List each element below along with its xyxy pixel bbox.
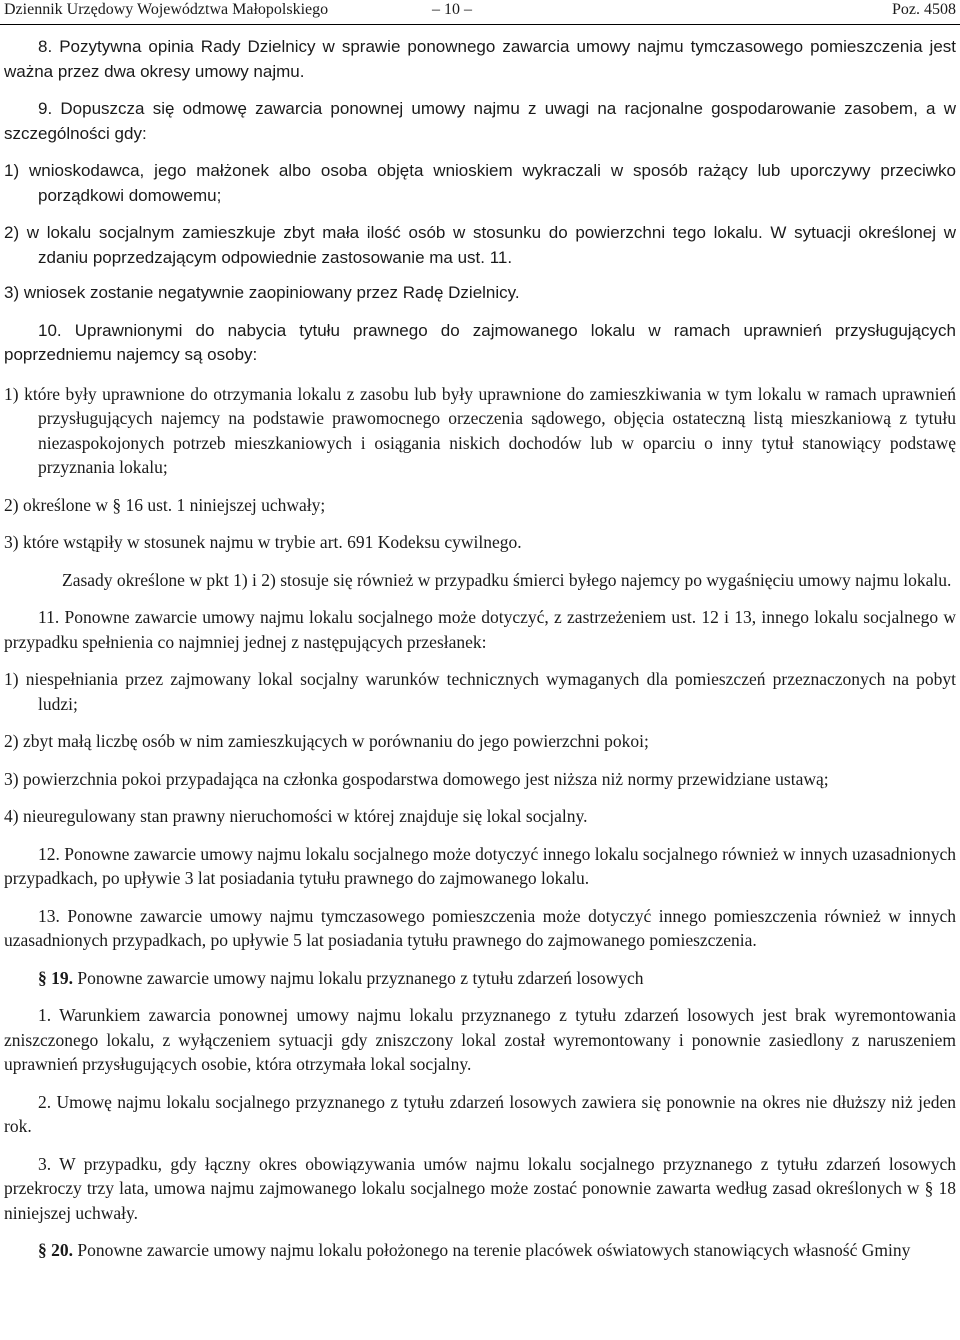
paragraph-9: 9. Dopuszcza się odmowę zawarcia ponownej umowy najmu z uwagi na racjonalne gospodarowanie zasobem, a w szczególności gdy: [4, 99, 956, 143]
journal-title: Dziennik Urzędowy Województwa Małopolskiego [4, 1, 329, 18]
paragraph-9-item-2: 2) w lokalu socjalnym zamieszkuje zbyt mała ilość osób w stosunku do powierzchni tego lokalu. W sytuacji określonej w zdaniu poprzedzającym odpowiednie zastosowanie ma ust. 11. [4, 223, 956, 267]
paragraph-10-item-1: 1) które były uprawnione do otrzymania lokalu z zasobu lub były uprawnione do zamieszkiwania w tym lokalu w ramach uprawnień przysługujących najemcy na podstawie prawomocnego orzeczenia sądowego, objęcia ostateczną listą mieszkaniową z tytułu niezaspokojonych potrzeb mieszkaniowych i osiągania niskich dochodów lub w oparciu o inny tytuł stanowiący podstawę przyznania lokalu; [4, 383, 956, 477]
section-19-paragraph-1: 1. Warunkiem zawarcia ponownej umowy najmu lokalu przyznanego z tytułu zdarzeń losowych jest brak wyremontowania zniszczonego lokalu, z wyłączeniem sytuacji gdy zniszczony lokal został wyremontowany i ponownie zasiedlony z naruszeniem uprawnień przysługujących osobie, która otrzymała lokal socjalny. [4, 1005, 956, 1074]
paragraph-10-item-3: 3) które wstąpiły w stosunek najmu w trybie art. 691 Kodeksu cywilnego. [4, 532, 522, 552]
paragraph-10-note: Zasady określone w pkt 1) i 2) stosuje się również w przypadku śmierci byłego najemcy po wygaśnięciu umowy najmu lokalu. [62, 569, 952, 590]
paragraph-12: 12. Ponowne zawarcie umowy najmu lokalu socjalnego może dotyczyć innego lokalu socjalnego również w innych uzasadnionych przypadkach, po upływie 3 lat posiadania tytułu prawnego do zajmowanego lokalu. [4, 843, 956, 888]
paragraph-9-item-3: 3) wniosek zostanie negatywnie zaopiniowany przez Radę Dzielnicy. [4, 283, 520, 302]
page-header [0, 0, 960, 25]
section-20-number: § 20. [38, 1240, 73, 1260]
section-19-title: Ponowne zawarcie umowy najmu lokalu przyznanego z tytułu zdarzeń losowych [73, 967, 644, 988]
page-number: – 10 – [432, 1, 472, 18]
section-19-heading [4, 966, 956, 991]
paragraph-10-number: 10. [38, 320, 62, 340]
section-20-heading [4, 1238, 956, 1263]
paragraph-11-item-1: 1) niespełniania przez zajmowany lokal socjalny warunków technicznych wymaganych dla pomieszczeń przeznaczonych na pobyt ludzi; [4, 669, 956, 714]
section-20-title: Ponowne zawarcie umowy najmu lokalu położonego na terenie placówek oświatowych stanowiących własność Gminy [73, 1240, 911, 1260]
paragraph-10 [4, 319, 956, 368]
section-19-number: § 19. [38, 967, 73, 988]
section-19-paragraph-2: 2. Umowę najmu lokalu socjalnego przyznanego z tytułu zdarzeń losowych zawiera się ponownie na okres nie dłuższy niż jeden rok. [4, 1091, 956, 1136]
paragraph-10-item-2: 2) określone w § 16 ust. 1 niniejszej uchwały; [4, 494, 326, 515]
paragraph-10-text: Uprawnionymi do nabycia tytułu prawnego do zajmowanego lokalu w ramach uprawnień przysługujących poprzedniemu najemcy są osoby: [4, 320, 956, 364]
section-19-paragraph-3: 3. W przypadku, gdy łączny okres obowiązywania umów najmu lokalu socjalnego przyznanego z tytułu zdarzeń losowych przekroczy trzy lata, umowa najmu zajmowanego lokalu socjalnego może zostać ponownie zawarta według zasad określonych w § 18 niniejszej uchwały. [4, 1153, 956, 1223]
paragraph-9-item-1: 1) wnioskodawca, jego małżonek albo osoba objęta wnioskiem wykraczali w sposób rażący lub uporczywy przeciwko porządkowi domowemu; [4, 161, 956, 205]
paragraph-11-item-2: 2) zbyt małą liczbę osób w nim zamieszkujących w porównaniu do jego powierzchni pokoi; [4, 731, 649, 751]
paragraph-13: 13. Ponowne zawarcie umowy najmu tymczasowego pomieszczenia może dotyczyć innego pomieszczenia również w innych uzasadnionych przypadkach, po upływie 5 lat posiadania tytułu prawnego do zajmowanego pomieszczenia. [4, 905, 956, 950]
paragraph-11: 11. Ponowne zawarcie umowy najmu lokalu socjalnego może dotyczyć, z zastrzeżeniem ust. 12 i 13, innego lokalu socjalnego w przypadku spełnienia co najmniej jednej z następujących przesłanek: [4, 607, 956, 652]
paragraph-11-item-4: 4) nieuregulowany stan prawny nieruchomości w której znajduje się lokal socjalny. [4, 806, 588, 826]
paragraph-11-item-3: 3) powierzchnia pokoi przypadająca na członka gospodarstwa domowego jest niższa niż normy przewidziane ustawą; [4, 768, 829, 789]
position-number: Poz. 4508 [892, 1, 956, 18]
paragraph-8: 8. Pozytywna opinia Rady Dzielnicy w sprawie ponownego zawarcia umowy najmu tymczasowego pomieszczenia jest ważna przez dwa okresy umowy najmu. [4, 37, 956, 81]
